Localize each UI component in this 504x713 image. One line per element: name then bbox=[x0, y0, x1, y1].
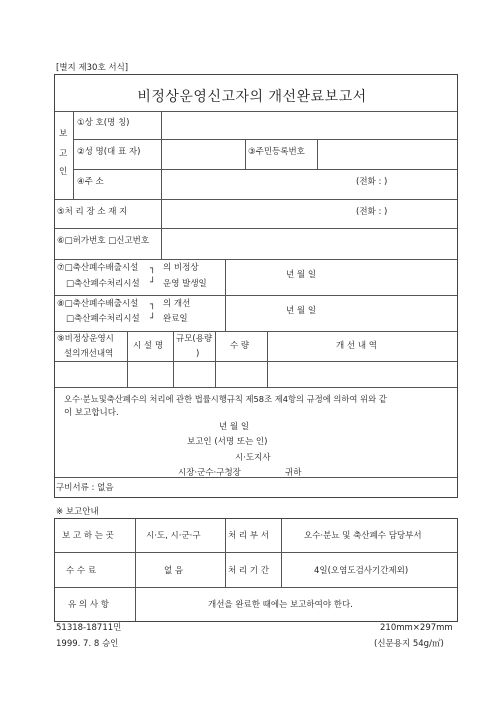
row7-line1: ⑦□축산폐수배출시설 bbox=[57, 263, 139, 273]
row8-line2: □축산폐수처리시설 bbox=[66, 314, 140, 324]
statement-date: 년 월 일 bbox=[219, 422, 250, 432]
reporter-group-label: 보 bbox=[59, 129, 68, 139]
row8-date: 년 월 일 bbox=[286, 306, 317, 316]
row8-label1: 의 개선 bbox=[163, 299, 191, 309]
reporter-group-label: 고 bbox=[59, 149, 68, 159]
address-phone: (전화 : ) bbox=[356, 177, 388, 187]
divider bbox=[135, 519, 136, 621]
divider bbox=[55, 199, 457, 200]
footer-paper: (신문용지 54g/㎡) bbox=[374, 639, 444, 649]
row8-line1: ⑧□축산폐수배출시설 bbox=[57, 299, 139, 309]
guide-note-text: 개선을 완료한 때에는 보고하여야 한다. bbox=[208, 600, 353, 610]
divider bbox=[225, 259, 226, 331]
guide-title: ※ 보고안내 bbox=[56, 507, 99, 517]
divider bbox=[55, 228, 457, 229]
divider bbox=[55, 111, 457, 112]
row7-date: 년 월 일 bbox=[286, 270, 317, 280]
row9-label-line2: 설의개선내역 bbox=[64, 349, 114, 359]
row7-line2: □축산폐수처리시설 bbox=[66, 279, 140, 289]
row8-label2: 완료일 bbox=[163, 314, 188, 324]
honorific: 귀하 bbox=[285, 468, 302, 478]
name-label: ②성 명(대 표 자) bbox=[77, 147, 141, 157]
divider bbox=[127, 331, 128, 387]
divider bbox=[55, 552, 457, 553]
footer-approval: 1999. 7. 8 승인 bbox=[56, 639, 119, 649]
divider bbox=[267, 331, 268, 387]
resident-no-label: ③주민등록번호 bbox=[248, 147, 305, 157]
divider bbox=[161, 228, 162, 259]
divider bbox=[225, 519, 226, 587]
guide-row1-dept-value: 오수·분뇨 및 축산폐수 담당부서 bbox=[304, 531, 422, 541]
guide-row2-label: 수 수 료 bbox=[66, 566, 97, 576]
permit-label: ⑥□허가번호 □신고번호 bbox=[57, 236, 150, 246]
col-detail: 개 선 내 역 bbox=[336, 341, 377, 351]
addressee-governor: 시·도지사 bbox=[235, 453, 271, 463]
location-phone: (전화 : ) bbox=[356, 207, 388, 217]
divider bbox=[55, 259, 457, 260]
divider bbox=[73, 139, 457, 140]
guide-row2-period-label: 처 리 기 간 bbox=[228, 566, 269, 576]
footer-code: 51318-18711민 bbox=[56, 623, 122, 633]
guide-row1-label: 보 고 하 는 곳 bbox=[62, 531, 114, 541]
reporter-group-label: 인 bbox=[59, 167, 68, 177]
divider bbox=[281, 519, 282, 587]
bracket-top: ┐ bbox=[150, 300, 156, 310]
col-scale-close: ) bbox=[196, 349, 200, 359]
divider bbox=[245, 139, 246, 169]
divider bbox=[161, 199, 162, 228]
trade-name-label: ①상 호(명 칭) bbox=[77, 118, 130, 128]
guide-note-label: 유 의 사 항 bbox=[68, 600, 109, 610]
divider bbox=[55, 387, 457, 388]
row7-label1: 의 비정상 bbox=[163, 263, 199, 273]
divider bbox=[73, 169, 457, 170]
guide-row1-dept-label: 처 리 부 서 bbox=[228, 531, 269, 541]
footer-size: 210mm×297mm bbox=[380, 623, 453, 633]
row9-label-line1: ⑨비정상운영시 bbox=[57, 334, 114, 344]
address-label: ④주 소 bbox=[77, 177, 104, 187]
statement-line1: 오수·분뇨및축산폐수의 처리에 관한 법률시행규칙 제58조 제4항의 규정에 의하여 위와 같 bbox=[64, 394, 387, 404]
divider bbox=[55, 331, 457, 332]
divider bbox=[173, 331, 174, 387]
bracket-top: ┐ bbox=[150, 264, 156, 274]
guide-row2-period-value: 4일(오염도검사기간제외) bbox=[314, 566, 409, 576]
row7-label2: 운영 발생일 bbox=[163, 279, 207, 289]
bracket-bottom: ┘ bbox=[150, 278, 156, 288]
statement-reporter: 보고인 (서명 또는 인) bbox=[187, 437, 268, 447]
col-facility: 시 설 명 bbox=[133, 341, 164, 351]
page-title: 비정상운영신고자의 개선완료보고서 bbox=[137, 89, 367, 105]
divider bbox=[55, 361, 457, 362]
location-label: ⑤처 리 장 소 재 지 bbox=[57, 207, 128, 217]
required-documents: 구비서류 : 없음 bbox=[56, 483, 114, 493]
statement-line2: 이 보고합니다. bbox=[64, 408, 119, 418]
bracket-bottom: ┘ bbox=[150, 314, 156, 324]
divider bbox=[73, 111, 74, 199]
divider bbox=[161, 111, 162, 199]
form-number: [별지 제30호 서식] bbox=[56, 63, 129, 73]
guide-row2-value: 없 음 bbox=[164, 566, 184, 576]
col-count: 수 량 bbox=[230, 341, 250, 351]
divider bbox=[317, 139, 318, 169]
divider bbox=[55, 587, 457, 588]
addressee-mayor: 시장·군수·구청장 bbox=[178, 468, 241, 478]
divider bbox=[215, 331, 216, 387]
col-scale: 규모(용량 bbox=[176, 334, 213, 344]
divider bbox=[55, 477, 457, 478]
guide-row1-value: 시·도, 시·군·구 bbox=[146, 531, 201, 541]
divider bbox=[55, 295, 457, 296]
